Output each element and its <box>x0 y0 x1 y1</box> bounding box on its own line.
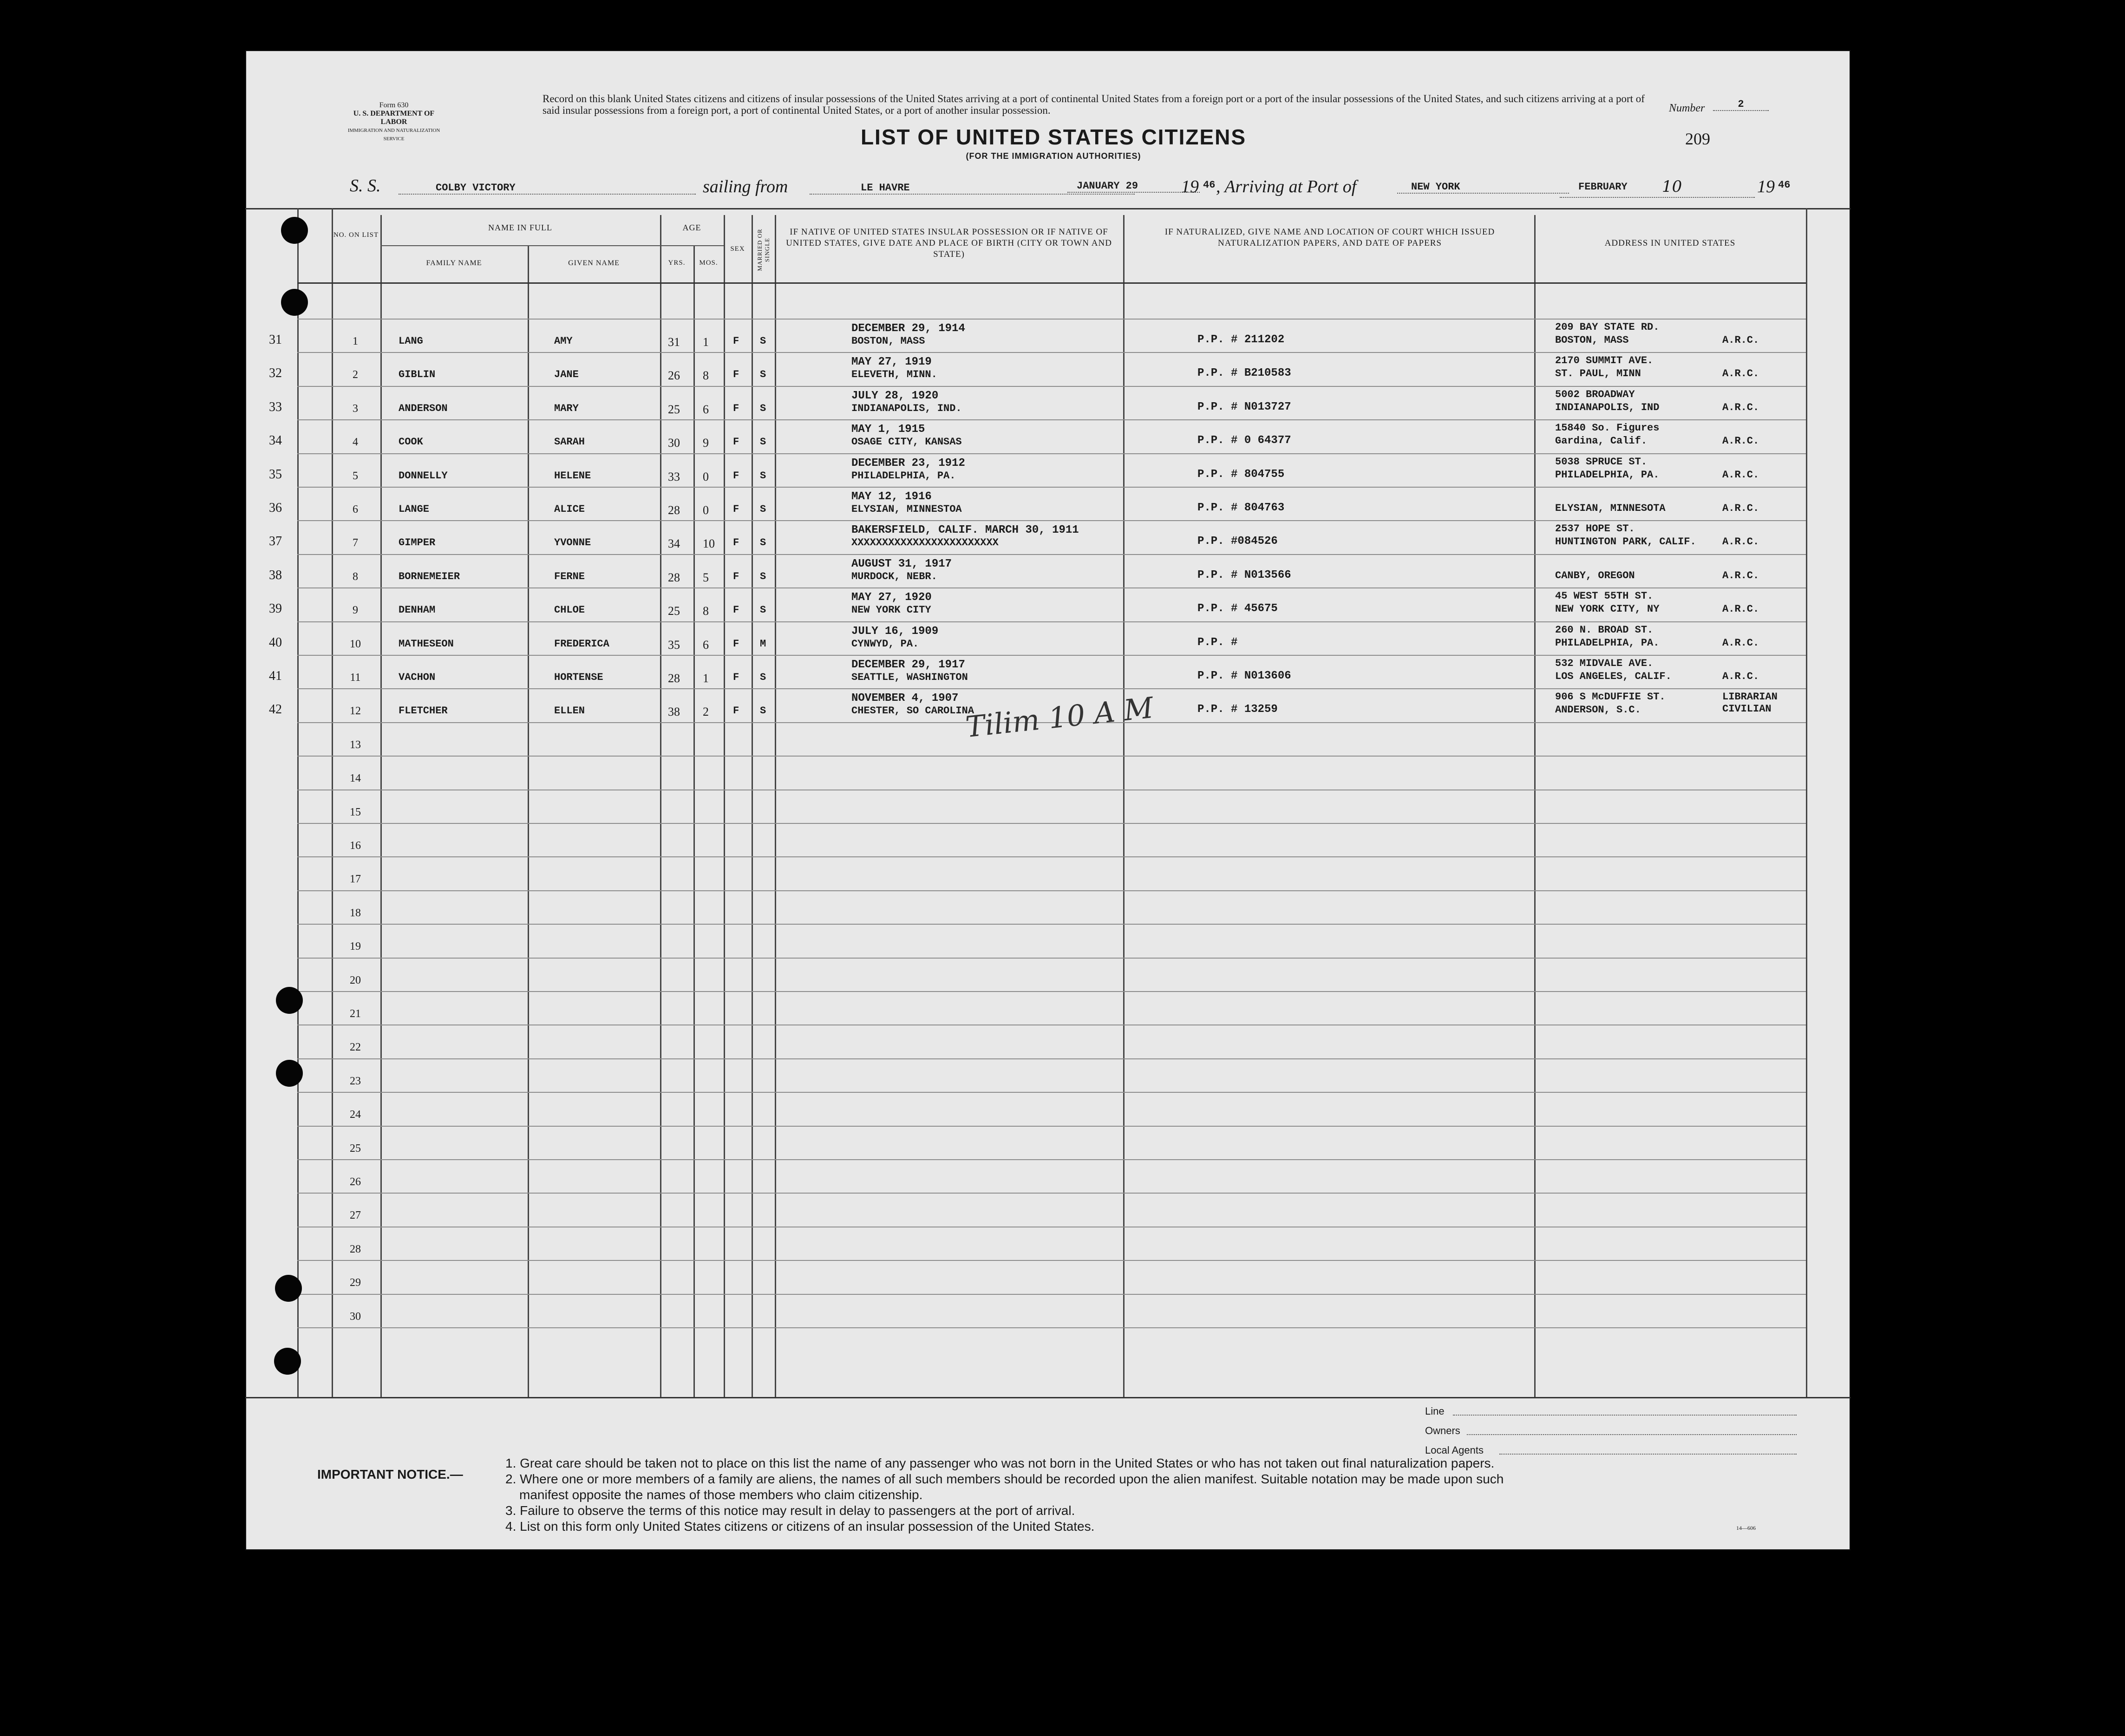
owners-label: Owners <box>1425 1425 1460 1436</box>
address-line-2: CANBY, OREGON <box>1555 569 1635 581</box>
address-line-2: BOSTON, MASS <box>1555 334 1629 346</box>
age-years: 28 <box>668 672 680 685</box>
left-margin-number: 42 <box>269 702 282 717</box>
form-info <box>347 101 440 143</box>
row-line <box>297 1327 1806 1328</box>
marital-status: S <box>760 503 766 515</box>
passport-number: P.P. # 804763 <box>1197 502 1285 514</box>
header-top-rule <box>245 208 1850 209</box>
punch-hole <box>274 1348 301 1375</box>
passport-number: P.P. # B210583 <box>1197 367 1291 380</box>
header-family-name: FAMILY NAME <box>426 259 482 267</box>
address-line-2: LOS ANGELES, CALIF. <box>1555 671 1672 682</box>
marital-status: S <box>760 470 766 482</box>
address-line-1: 532 MIDVALE AVE. <box>1555 658 1654 669</box>
passport-number: P.P. # N013606 <box>1197 670 1291 682</box>
form-code: 14—606 <box>1736 1525 1756 1531</box>
page-number: 209 <box>1685 130 1710 148</box>
row-number: 4 <box>353 436 358 449</box>
age-months: 0 <box>703 503 709 517</box>
marital-status: S <box>760 402 766 414</box>
organization: A.R.C. <box>1722 603 1759 615</box>
departure-year-suffix: 46 <box>1203 179 1216 191</box>
given-name: MARY <box>554 402 579 414</box>
age-months: 5 <box>703 570 709 584</box>
row-number: 5 <box>353 470 358 482</box>
punch-hole <box>281 289 308 316</box>
birth-date: JULY 16, 1909 <box>851 625 939 638</box>
age-years: 31 <box>668 335 680 349</box>
given-name: ALICE <box>554 503 585 515</box>
row-number: 20 <box>350 974 361 986</box>
row-line <box>297 520 1806 521</box>
row-line <box>297 554 1806 555</box>
sex: F <box>733 672 739 683</box>
birth-date: NOVEMBER 4, 1907 <box>851 692 959 705</box>
passport-number: P.P. # 804755 <box>1197 468 1285 481</box>
sex: F <box>733 470 739 482</box>
row-line <box>297 1294 1806 1295</box>
col-line-given <box>528 245 529 1397</box>
row-number: 16 <box>350 840 361 852</box>
row-number: 15 <box>350 806 361 818</box>
col-line-birth <box>775 215 776 1397</box>
passport-number: P.P. # N013566 <box>1197 568 1291 581</box>
birth-place: CYNWYD, PA. <box>851 638 919 650</box>
col-line-sex <box>724 215 725 1397</box>
row-number: 30 <box>350 1310 361 1323</box>
col-line-nat <box>1123 215 1125 1397</box>
header-mos: MOS. <box>699 259 718 267</box>
address-line-2: Gardina, Calif. <box>1555 435 1648 447</box>
notice-4: 4. List on this form only United States citizens or citizens of an insular possession of the United States. <box>505 1519 1095 1534</box>
punch-hole <box>276 1060 303 1087</box>
row-number: 27 <box>350 1209 361 1222</box>
notice-2a: 2. Where one or more members of a family are aliens, the names of all such members should be recorded upon the alien manifest. Suitable notation may be made upon such <box>505 1472 1504 1486</box>
age-months: 6 <box>703 638 709 652</box>
birth-date: MAY 12, 1916 <box>851 490 932 503</box>
row-line <box>297 756 1806 757</box>
row-number: 22 <box>350 1041 361 1054</box>
birth-place: BOSTON, MASS <box>851 335 925 347</box>
age-years: 38 <box>668 705 680 719</box>
row-line <box>297 352 1806 353</box>
col-line-right <box>1806 208 1807 1397</box>
arriving-label: , Arriving at Port of <box>1216 177 1357 196</box>
row-number: 14 <box>350 772 361 785</box>
organization: A.R.C. <box>1722 368 1759 380</box>
row-number: 6 <box>353 503 358 516</box>
departure-port: LE HAVRE <box>810 182 1135 195</box>
row-number: 9 <box>353 604 358 617</box>
header-married: MARRIED OR SINGLE <box>756 228 771 271</box>
header-age-divider <box>660 245 724 246</box>
sex: F <box>733 604 739 616</box>
punch-hole <box>276 987 303 1014</box>
birth-place: PHILADELPHIA, PA. <box>851 470 956 482</box>
manifest-sheet <box>245 50 1850 1550</box>
row-number: 24 <box>350 1109 361 1121</box>
row-line <box>297 319 1806 320</box>
family-name: GIMPER <box>399 537 436 549</box>
age-years: 28 <box>668 503 680 517</box>
address-line-1: 209 BAY STATE RD. <box>1555 321 1660 333</box>
address-line-1: 2537 HOPE ST. <box>1555 523 1635 535</box>
row-line <box>297 1159 1806 1160</box>
row-line <box>297 958 1806 959</box>
passport-number: P.P. #084526 <box>1197 535 1278 548</box>
birth-date: BAKERSFIELD, CALIF. MARCH 30, 1911 <box>851 524 1079 537</box>
row-number: 25 <box>350 1142 361 1155</box>
row-number: 23 <box>350 1075 361 1087</box>
family-name: LANGE <box>399 503 430 515</box>
family-name: VACHON <box>399 672 436 683</box>
arrival-day: 10 <box>1662 177 1682 196</box>
left-margin-number: 36 <box>269 501 282 515</box>
birth-date: DECEMBER 29, 1917 <box>851 659 965 671</box>
age-years: 33 <box>668 470 680 483</box>
row-number: 18 <box>350 907 361 919</box>
left-margin-number: 41 <box>269 669 282 683</box>
notice-2b: manifest opposite the names of those members who claim citizenship. <box>519 1488 923 1502</box>
given-name: FERNE <box>554 570 585 582</box>
left-margin-number: 40 <box>269 635 282 650</box>
organization: LIBRARIAN CIVILIAN <box>1722 691 1778 715</box>
arrival-year-suffix: 46 <box>1778 179 1791 191</box>
organization: A.R.C. <box>1722 569 1759 581</box>
header-age: AGE <box>682 223 701 232</box>
ss-label: S. S. <box>350 176 381 196</box>
given-name: HELENE <box>554 470 591 482</box>
sailing-from-label: sailing from <box>703 177 788 196</box>
handwritten-note: Tilim 10 A M <box>964 690 1155 744</box>
row-number: 10 <box>350 638 361 650</box>
header-yrs: YRS. <box>668 259 686 267</box>
birth-place: SEATTLE, WASHINGTON <box>851 672 968 683</box>
marital-status: S <box>760 705 766 717</box>
col-line-mos <box>693 245 695 1397</box>
header-name-in-full: NAME IN FULL <box>488 223 552 232</box>
ship-name: COLBY VICTORY <box>399 182 696 195</box>
row-number: 26 <box>350 1176 361 1188</box>
given-name: CHLOE <box>554 604 585 616</box>
birth-date: DECEMBER 29, 1914 <box>851 322 965 335</box>
marital-status: S <box>760 369 766 381</box>
marital-status: S <box>760 570 766 582</box>
arrival-year-prefix: 19 <box>1757 177 1775 196</box>
organization: A.R.C. <box>1722 334 1759 346</box>
address-line-1: 45 WEST 55TH ST. <box>1555 590 1654 602</box>
sex: F <box>733 402 739 414</box>
row-line <box>297 823 1806 824</box>
sex: F <box>733 335 739 347</box>
row-line <box>297 890 1806 891</box>
marital-status: S <box>760 436 766 448</box>
row-number: 21 <box>350 1008 361 1020</box>
birth-place: ELYSIAN, MINNESTOA <box>851 503 962 515</box>
address-line-1: 260 N. BROAD ST. <box>1555 624 1654 636</box>
passport-number: P.P. # 0 64377 <box>1197 434 1291 447</box>
organization: A.R.C. <box>1722 671 1759 682</box>
birth-place: INDIANAPOLIS, IND. <box>851 402 962 414</box>
sex: F <box>733 537 739 549</box>
arrival-date-underline <box>1560 197 1755 198</box>
address-line-2: HUNTINGTON PARK, CALIF. <box>1555 536 1696 548</box>
age-months: 6 <box>703 402 709 416</box>
given-name: ELLEN <box>554 705 585 717</box>
age-years: 25 <box>668 402 680 416</box>
address-line-1: 5002 BROADWAY <box>1555 388 1635 400</box>
left-margin-number: 34 <box>269 433 282 448</box>
header-name-divider <box>380 245 660 246</box>
row-number: 28 <box>350 1243 361 1255</box>
address-line-2: ELYSIAN, MINNESOTA <box>1555 503 1666 514</box>
birth-date: MAY 27, 1919 <box>851 356 932 369</box>
row-number: 7 <box>353 537 358 549</box>
address-line-2: ST. PAUL, MINN <box>1555 368 1641 380</box>
organization: A.R.C. <box>1722 637 1759 649</box>
row-line <box>297 419 1806 420</box>
age-months: 8 <box>703 369 709 383</box>
punch-hole <box>281 217 308 244</box>
punch-hole <box>275 1275 302 1302</box>
department: U. S. DEPARTMENT OF LABOR <box>353 110 435 126</box>
given-name: SARAH <box>554 436 585 448</box>
address-line-2: NEW YORK CITY, NY <box>1555 603 1660 615</box>
given-name: JANE <box>554 369 579 381</box>
row-line <box>297 453 1806 454</box>
age-years: 25 <box>668 604 680 618</box>
birth-date: DECEMBER 23, 1912 <box>851 457 965 470</box>
record-instructions: Record on this blank United States citizens and citizens of insular possessions of the United States arriving at a port of continental United States from a foreign port or a port of the insular possessions of the United States, and such citizens arriving at a port of said insular possessions from a foreign port, a port of continental United States, or a port of another insular possession. <box>543 93 1645 116</box>
age-months: 0 <box>703 470 709 483</box>
age-months: 9 <box>703 436 709 450</box>
row-number: 8 <box>353 570 358 583</box>
address-line-2: PHILADELPHIA, PA. <box>1555 637 1660 649</box>
organization: A.R.C. <box>1722 401 1759 413</box>
row-number: 13 <box>350 738 361 751</box>
row-number: 11 <box>350 672 361 684</box>
address-line-2: PHILADELPHIA, PA. <box>1555 469 1660 481</box>
family-name: DONNELLY <box>399 470 448 482</box>
departure-year-prefix: 19 <box>1181 177 1199 196</box>
left-margin-number: 37 <box>269 534 282 549</box>
address-line-1: 15840 So. Figures <box>1555 422 1660 434</box>
row-line <box>297 621 1806 622</box>
header-no-on-list: NO. ON LIST <box>333 231 379 239</box>
row-line <box>297 991 1806 992</box>
row-number: 17 <box>350 873 361 886</box>
organization: A.R.C. <box>1722 503 1759 514</box>
row-line <box>297 1126 1806 1127</box>
sex: F <box>733 570 739 582</box>
footer-rule <box>245 1397 1850 1398</box>
row-number: 29 <box>350 1277 361 1289</box>
notice-1: 1. Great care should be taken not to place on this list the name of any passenger who was not born in the United States or who has not taken out final naturalization papers. <box>505 1456 1495 1470</box>
passport-number: P.P. # 13259 <box>1197 703 1278 716</box>
birth-place: XXXXXXXXXXXXXXXXXXXXXXXX <box>851 537 999 549</box>
given-name: HORTENSE <box>554 672 603 683</box>
birth-date: AUGUST 31, 1917 <box>851 557 952 570</box>
line-field <box>1453 1415 1797 1416</box>
row-number: 3 <box>353 402 358 415</box>
row-line <box>297 587 1806 588</box>
owners-field <box>1467 1434 1797 1435</box>
birth-date: MAY 1, 1915 <box>851 423 925 436</box>
arrival-port: NEW YORK <box>1397 181 1569 194</box>
col-line-addr <box>1534 215 1536 1397</box>
departure-date: JANUARY 29 <box>1067 180 1200 193</box>
col-line-yrs <box>660 215 661 1397</box>
notice-title: IMPORTANT NOTICE.— <box>317 1467 463 1481</box>
marital-status: M <box>760 638 766 650</box>
header-address: ADDRESS IN UNITED STATES <box>1604 238 1736 248</box>
sex: F <box>733 503 739 515</box>
row-line <box>297 655 1806 656</box>
sex: F <box>733 436 739 448</box>
page-title: LIST OF UNITED STATES CITIZENS <box>860 125 1247 149</box>
row-line <box>297 1193 1806 1194</box>
age-years: 26 <box>668 369 680 383</box>
col-line-family <box>380 215 382 1397</box>
left-margin-number: 31 <box>269 333 282 347</box>
family-name: GIBLIN <box>399 369 436 381</box>
row-line <box>297 1260 1806 1261</box>
given-name: YVONNE <box>554 537 591 549</box>
left-margin-number: 38 <box>269 568 282 582</box>
birth-place: ELEVETH, MINN. <box>851 369 937 381</box>
birth-date: JULY 28, 1920 <box>851 389 939 402</box>
row-number: 2 <box>353 369 358 381</box>
sex: F <box>733 369 739 381</box>
given-name: FREDERICA <box>554 638 609 650</box>
family-name: LANG <box>399 335 423 347</box>
organization: A.R.C. <box>1722 536 1759 548</box>
family-name: MATHESEON <box>399 638 454 650</box>
marital-status: S <box>760 537 766 549</box>
passport-number: P.P. # N013727 <box>1197 400 1291 413</box>
header-given-name: GIVEN NAME <box>568 259 620 267</box>
page-subtitle: (FOR THE IMMIGRATION AUTHORITIES) <box>966 151 1141 161</box>
sex: F <box>733 638 739 650</box>
row-line <box>297 924 1806 925</box>
address-line-1: 906 S McDUFFIE ST. <box>1555 691 1666 703</box>
row-line <box>297 386 1806 387</box>
address-line-1: 2170 SUMMIT AVE. <box>1555 355 1654 367</box>
address-line-2: ANDERSON, S.C. <box>1555 704 1641 716</box>
sex: F <box>733 705 739 717</box>
age-months: 1 <box>703 672 709 685</box>
family-name: DENHAM <box>399 604 436 616</box>
passport-number: P.P. # 45675 <box>1197 602 1278 615</box>
marital-status: S <box>760 672 766 683</box>
family-name: ANDERSON <box>399 402 448 414</box>
col-line-married <box>752 215 753 1397</box>
number-label: Number <box>1669 102 1705 114</box>
row-line <box>297 688 1806 689</box>
left-margin-number: 39 <box>269 601 282 616</box>
age-months: 8 <box>703 604 709 618</box>
row-line <box>297 856 1806 857</box>
birth-place: CHESTER, SO CAROLINA <box>851 705 974 717</box>
header-birth: IF NATIVE OF UNITED STATES INSULAR POSSESSION OR IF NATIVE OF UNITED STATES, GIVE DATE AND PLACE OF BIRTH (CITY OR TOWN AND STATE) <box>786 227 1112 259</box>
birth-date: MAY 27, 1920 <box>851 591 932 604</box>
age-months: 10 <box>703 537 715 551</box>
marital-status: S <box>760 604 766 616</box>
row-line <box>297 1058 1806 1059</box>
header-naturalization: IF NATURALIZED, GIVE NAME AND LOCATION OF COURT WHICH ISSUED NATURALIZATION PAPERS, AND DATE OF PAPERS <box>1164 227 1495 248</box>
line-label: Line <box>1425 1405 1445 1417</box>
arrival-month: FEBRUARY <box>1578 181 1628 193</box>
row-number: 1 <box>353 335 358 347</box>
age-years: 34 <box>668 537 680 551</box>
birth-place: MURDOCK, NEBR. <box>851 570 937 582</box>
header-sex: SEX <box>730 245 745 253</box>
left-margin-number: 32 <box>269 366 282 381</box>
passport-number: P.P. # 211202 <box>1197 333 1285 346</box>
family-name: FLETCHER <box>399 705 448 717</box>
birth-place: NEW YORK CITY <box>851 604 931 616</box>
row-number: 19 <box>350 940 361 953</box>
age-months: 1 <box>703 335 709 349</box>
row-number: 12 <box>350 705 361 718</box>
agents-field <box>1499 1454 1797 1455</box>
row-line <box>297 1092 1806 1093</box>
agents-label: Local Agents <box>1425 1444 1484 1456</box>
age-years: 35 <box>668 638 680 652</box>
service: IMMIGRATION AND NATURALIZATION SERVICE <box>347 128 440 142</box>
address-line-1: 5038 SPRUCE ST. <box>1555 456 1648 468</box>
marital-status: S <box>760 335 766 347</box>
passport-number: P.P. # <box>1197 636 1238 649</box>
left-margin-number: 35 <box>269 467 282 482</box>
age-years: 28 <box>668 570 680 584</box>
notice-3: 3. Failure to observe the terms of this notice may result in delay to passengers at the port of arrival. <box>505 1503 1075 1518</box>
address-line-2: INDIANAPOLIS, IND <box>1555 401 1660 413</box>
birth-place: OSAGE CITY, KANSAS <box>851 436 962 448</box>
given-name: AMY <box>554 335 573 347</box>
family-name: COOK <box>399 436 423 448</box>
family-name: BORNEMEIER <box>399 570 460 582</box>
organization: A.R.C. <box>1722 469 1759 481</box>
age-months: 2 <box>703 705 709 719</box>
age-years: 30 <box>668 436 680 450</box>
row-line <box>297 487 1806 488</box>
header-bottom-rule <box>297 282 1806 284</box>
number-value: 2 <box>1713 98 1769 111</box>
organization: A.R.C. <box>1722 435 1759 447</box>
left-margin-number: 33 <box>269 399 282 414</box>
form-number: Form 630 <box>379 101 409 109</box>
